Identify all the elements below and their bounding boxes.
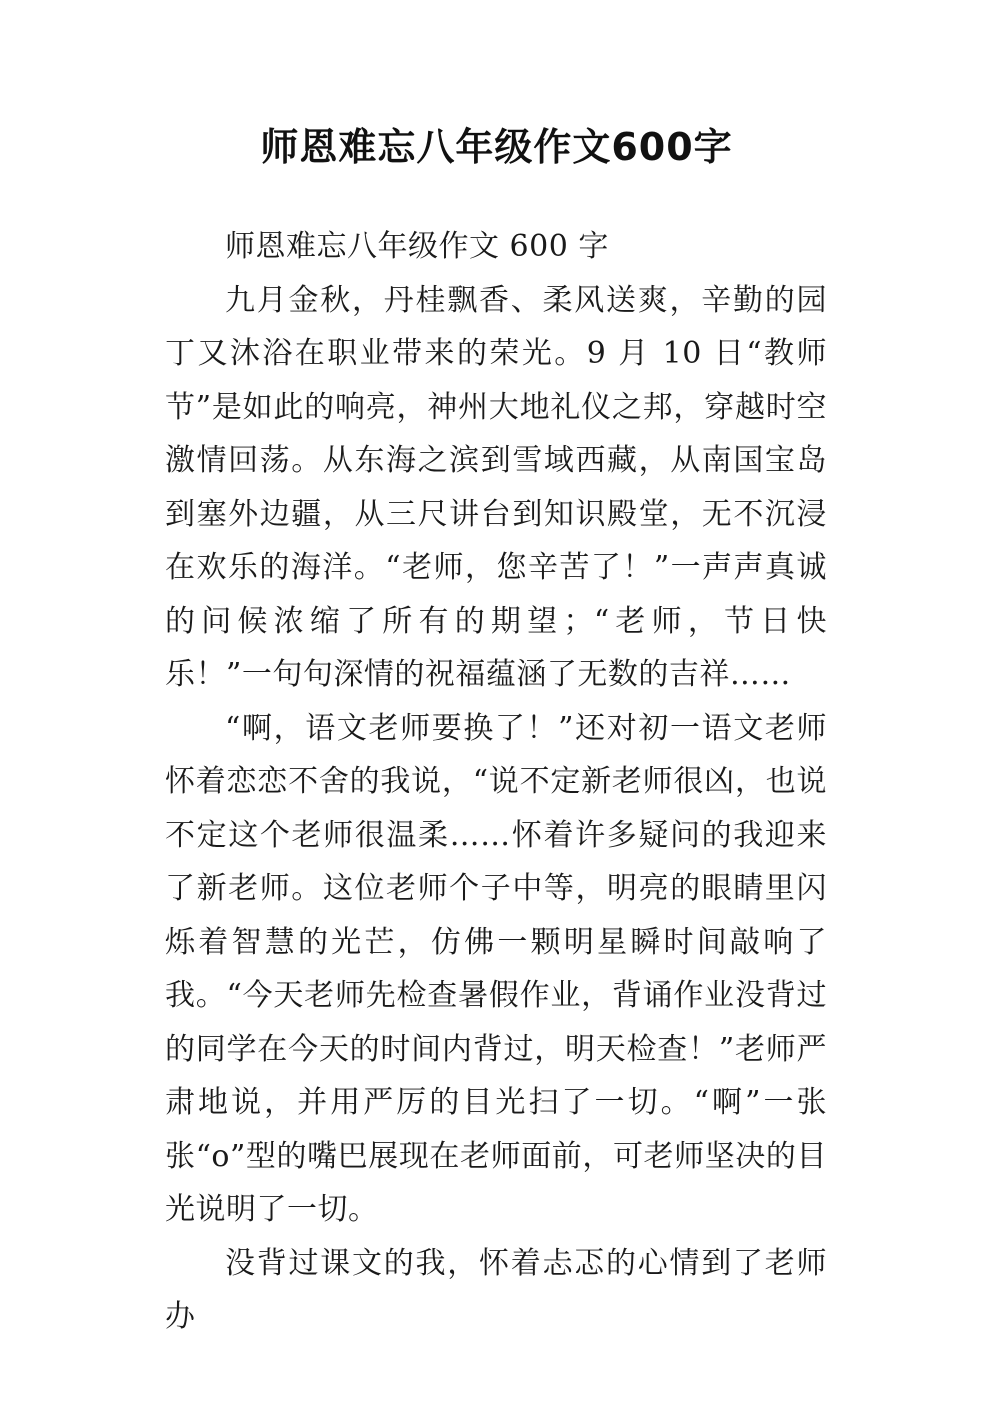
paragraph: 九月金秋，丹桂飘香、柔风送爽，辛勤的园丁又沐浴在职业带来的荣光。9 月 10 日“教师节”是如此的响亮，神州大地礼仪之邦，穿越时空激情回荡。从东海之滨到雪域西藏，从南国宝岛到塞外边疆，从三尺讲台到知识殿堂，无不沉浸在欢乐的海洋。“老师，您辛苦了！”一声声真诚的问候浓缩了所有的期望；“老师，节日快乐！”一句句深情的祝福蕴涵了无数的吉祥…… (165, 282, 827, 692)
document-body (165, 220, 827, 1344)
paragraph: 没背过课文的我，怀着忐忑的心情到了老师办 (165, 1245, 827, 1334)
document-title: 师恩难忘八年级作文600字 (260, 125, 733, 169)
paragraph: 师恩难忘八年级作文 600 字 (225, 229, 609, 264)
paragraph: “啊，语文老师要换了！”还对初一语文老师怀着恋恋不舍的我说，“说不定新老师很凶，也说不定这个老师很温柔……怀着许多疑问的我迎来了新老师。这位老师个子中等，明亮的眼睛里闪烁着智慧的光芒，仿佛一颗明星瞬时间敲响了我。“今天老师先检查暑假作业，背诵作业没背过的同学在今天的时间内背过，明天检查！”老师严肃地说，并用严厉的目光扫了一切。“啊”一张张“o”型的嘴巴展现在老师面前，可老师坚决的目光说明了一切。 (165, 710, 827, 1227)
